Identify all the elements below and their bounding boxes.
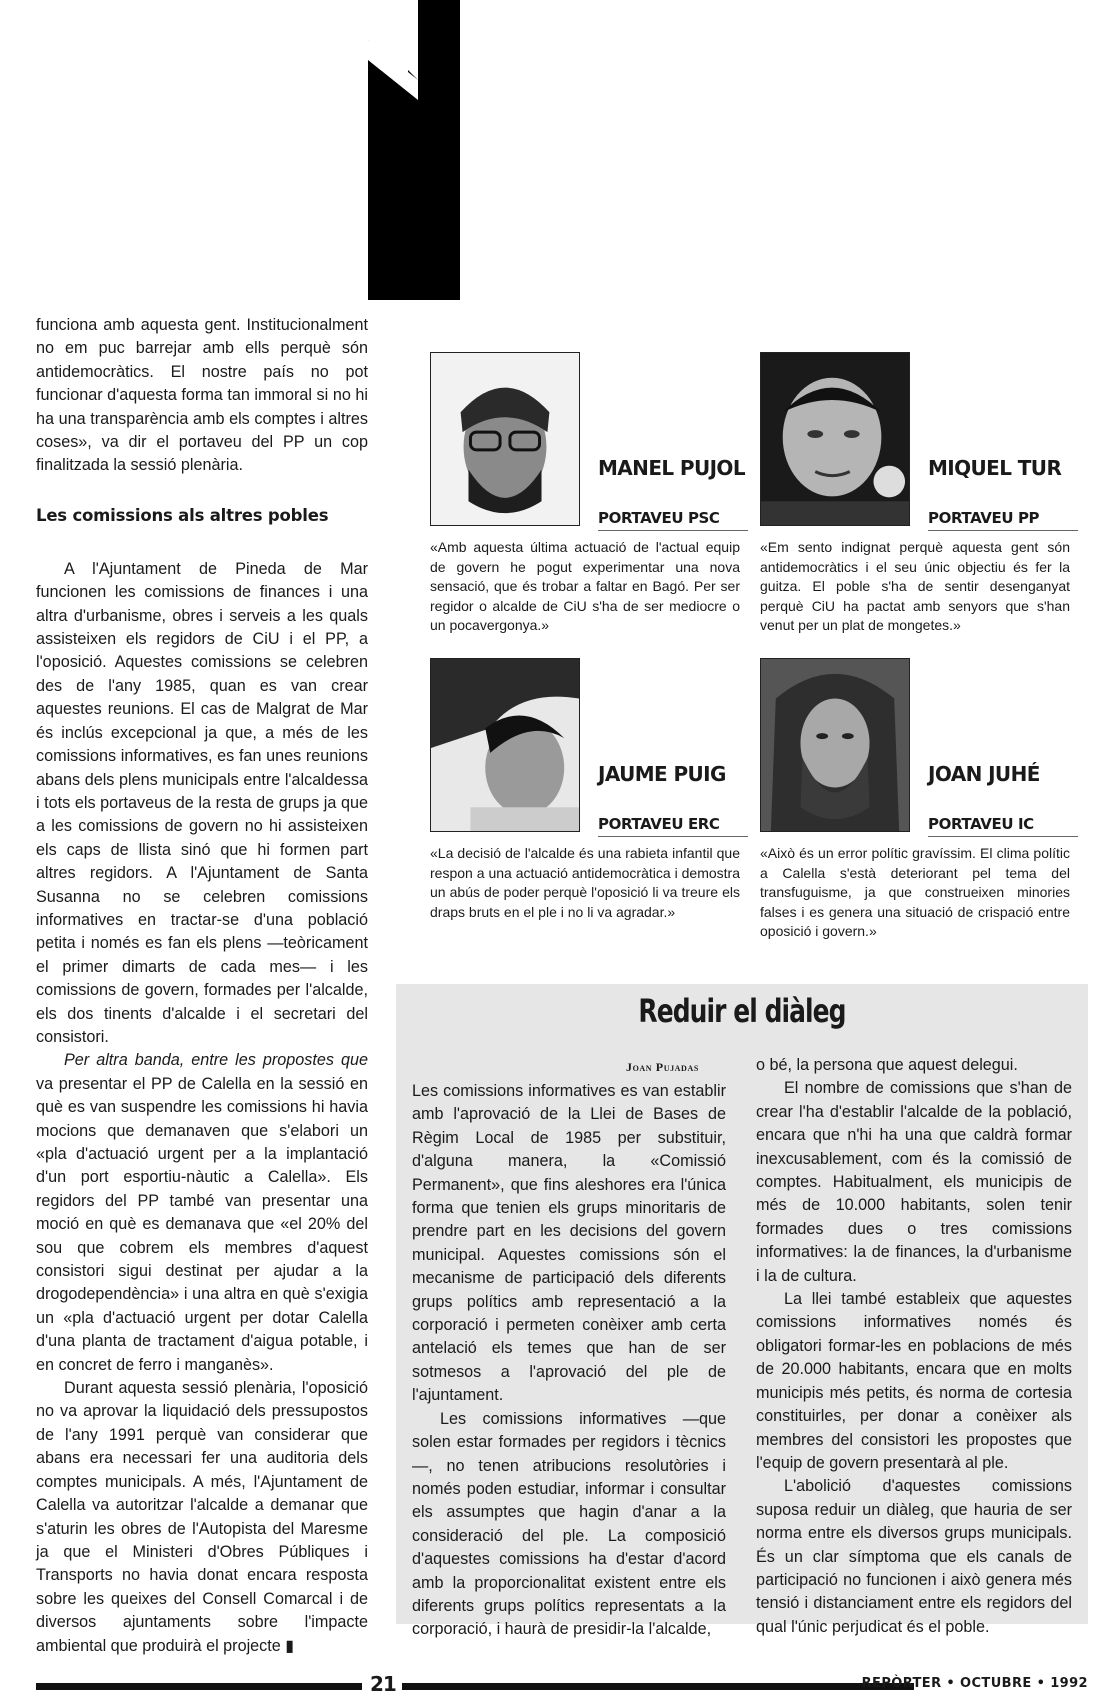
article-paragraph: o bé, la persona que aquest delegui. — [756, 1056, 1018, 1074]
portrait-photo — [430, 658, 580, 832]
profile-quote: «La decisió de l'alcalde és una rabieta infantil que respon a una actuació antidemocràtica i demostra un abús de poder perquè l'oposició li va treure els draps bruts en el ple i no li va agradar.» — [430, 845, 740, 920]
profile-card-jaume-puig — [430, 658, 762, 958]
sidebar-article-box — [396, 984, 1088, 1639]
portrait-photo — [760, 658, 910, 832]
paragraph-rest: va presentar el PP de Calella en la sessió en què es van suspendre les comissions hi havia mocions que demanaven que s'elabori un «pla d'actuació urgent per a la implantació d'un port esportiu-nàutic a Calella». Els regidors del PP també van presentar una moció en què es demanava que «el 20% del sou que cobrem els membres d'aquest consistori sigui destinat per ajudar a la drogodependència» i una altra en què s'exigia un «pla d'actuació urgent per dotar Calella d'una planta de tractament d'aigua potable, i en concret de ferro i manganès». — [36, 1074, 368, 1374]
profile-card-miquel-tur — [760, 352, 1092, 672]
profile-role: PORTAVEU PP — [928, 509, 1040, 527]
article-paragraph — [36, 1377, 368, 1658]
profile-name: JOAN JUHÉ — [928, 762, 1040, 786]
article-paragraph: El nombre de comissions que s'han de crear l'ha d'establir l'alcalde de la població, encara que n'hi ha una que caldrà formar inexcusablement, com és la comissió de comptes. Habitualment, els municipis de més de 10.000 habitants, solen tenir formades dues o tres comissions informatives: la de finances, la d'urbanisme i la de cultura. — [756, 1079, 1072, 1285]
page-footer — [36, 1672, 1088, 1696]
profile-role: PORTAVEU IC — [928, 815, 1034, 833]
paragraph-text: Durant aquesta sessió plenària, l'oposició no va aprovar la liquidació dels pressupostos de l'any 1991 perquè van considerar que abans era necessari fer una auditoria dels comptes municipals. A més, l'Ajuntament de Calella va autoritzar l'alcalde a demanar que s'aturin les obres de l'Autopista del Maresme ja que el Ministeri d'Obres Públiques i Transports no havia donat encara resposta sobre les queixes del Consell Comarcal i de diversos ajuntaments sobre l'impacte ambiental que produirà el projecte — [36, 1379, 368, 1655]
article-author: Joan Pujadas — [626, 1060, 699, 1074]
section-heading: Les comissions als altres pobles — [36, 505, 329, 525]
article-paragraph — [36, 1049, 368, 1377]
profile-role: PORTAVEU ERC — [598, 815, 720, 833]
profile-name: JAUME PUIG — [598, 762, 726, 786]
profile-card-manel-pujol — [430, 352, 762, 672]
page-number: 21 — [370, 1672, 396, 1696]
sidebar-article-column-1 — [412, 1080, 726, 1642]
profile-quote: «Em sento indignat perquè aquesta gent són antidemocràtics i el seu únic objectiu és fer la guitza. El poble s'ha de sentir desenganyat perquè CiU ha pactat amb senyors que s'han venut per un plat de mongetes.» — [760, 539, 1070, 634]
divider — [928, 836, 1078, 837]
profile-quote: «Això és un error polític gravíssim. El clima polític a Calella s'està deteriorant pel tema del transfuguisme, ja que construeixen minories falses i es genera una situació de crispació entre oposició i govern.» — [760, 845, 1070, 940]
footer-rule-right — [402, 1683, 914, 1690]
sidebar-article-column-2 — [756, 1054, 1072, 1639]
article-paragraph: L'abolició d'aquestes comissions suposa reduir un diàleg, que hauria de ser norma entre els diversos grups municipals. És un clar símptoma que els canals de participació no funcionen i això genera més tensió i distanciament entre els regidors del qual l'únic perjudicat és el poble. — [756, 1477, 1072, 1636]
portrait-photo — [760, 352, 910, 526]
magazine-issue: REPÒRTER • OCTUBRE • 1992 — [861, 1676, 1088, 1691]
article-paragraph: Les comissions informatives —que solen estar formades per regidors i tècnics—, no tenen atribucions resolutòries i només poden estudiar, informar i consultar els assumptes que hagin d'anar a la consideració del ple. La composició d'aquestes comissions ha d'estar d'acord amb la proporcionalitat existent entre els diferents grups polítics representats a la corporació, i haurà de presidir-la l'alcalde, — [412, 1409, 726, 1639]
italic-lead: Per altra banda, entre les propostes que — [64, 1051, 368, 1070]
profile-card-joan-juhe — [760, 658, 1092, 958]
profile-name: MANEL PUJOL — [598, 456, 745, 480]
profile-role: PORTAVEU PSC — [598, 509, 720, 527]
divider — [598, 530, 748, 531]
article-paragraph: Les comissions informatives es van establir amb l'aprovació de la Llei de Bases de Règim Local de 1985 per substituir, d'alguna manera, la «Comissió Permanent», que fins aleshores era l'única forma que tenien els grups minoritaris de prendre part en les decisions del govern municipal. Aquestes comissions són el mecanisme de participació dels diferents grups polítics amb representació a la corporació i permeten conèixer amb certa antelació els temes que han de ser sotmesos a l'aprovació del ple de l'ajuntament. — [412, 1082, 726, 1405]
article-paragraph: funciona amb aquesta gent. Institucionalment no em puc barrejar amb ells perquè són antidemocràtics. El nostre país no pot funcionar d'aquesta forma tan immoral si no hi ha una transparència amb els comptes i altres coses», va dir el portaveu del PP un cop finalitzada la sessió plenària. — [36, 316, 368, 475]
article-paragraph: La llei també estableix que aquestes comissions informatives només és obligatori formar-les en poblacions de més de 20.000 habitants, encara que en molts municipis més petits, és norma de cortesia constituirles, per donar a conèixer als membres del consistori les propostes que l'equip de govern presentarà al ple. — [756, 1290, 1072, 1472]
profile-name: MIQUEL TUR — [928, 456, 1062, 480]
end-mark: ▮ — [285, 1636, 295, 1655]
profile-quote: «Amb aquesta última actuació de l'actual equip de govern he pogut experimentar una nova sensació, que és trobar a faltar en Bagó. Per ser regidor o alcalde de CiU s'ha de ser mediocre o un pocavergonya.» — [430, 539, 740, 634]
footer-rule-left — [36, 1683, 362, 1690]
portrait-photo — [430, 352, 580, 526]
section-letter-n-graphic — [368, 0, 460, 300]
divider — [598, 836, 748, 837]
main-article-column — [36, 314, 368, 1658]
article-paragraph: A l'Ajuntament de Pineda de Mar funcionen les comissions de finances i una altra d'urbanisme, obres i serveis a les quals assisteixen els regidors de CiU i el PP, a l'oposició. Aquestes comissions se celebren des de l'any 1985, quan es van crear aquestes reunions. El cas de Malgrat de Mar és inclús excepcional ja que, a més de les comissions informatives, es fan unes reunions abans dels plens municipals entre l'alcaldessa i tots els portaveus de la resta de grups ja que a les comissions de govern no hi assisteixen els caps de llista sinó que hi formen part altres regidors. A l'Ajuntament de Santa Susanna no se celebren comissions informatives en tractar-se d'una població petita i només es fan els plens —teòricament el primer dimarts de cada mes— i les comissions de govern, formades per l'alcalde, els dos tinents d'alcalde i el secretari del consistori. — [36, 559, 368, 1046]
divider — [928, 530, 1078, 531]
sidebar-article-title: Reduir el diàleg — [638, 992, 846, 1030]
